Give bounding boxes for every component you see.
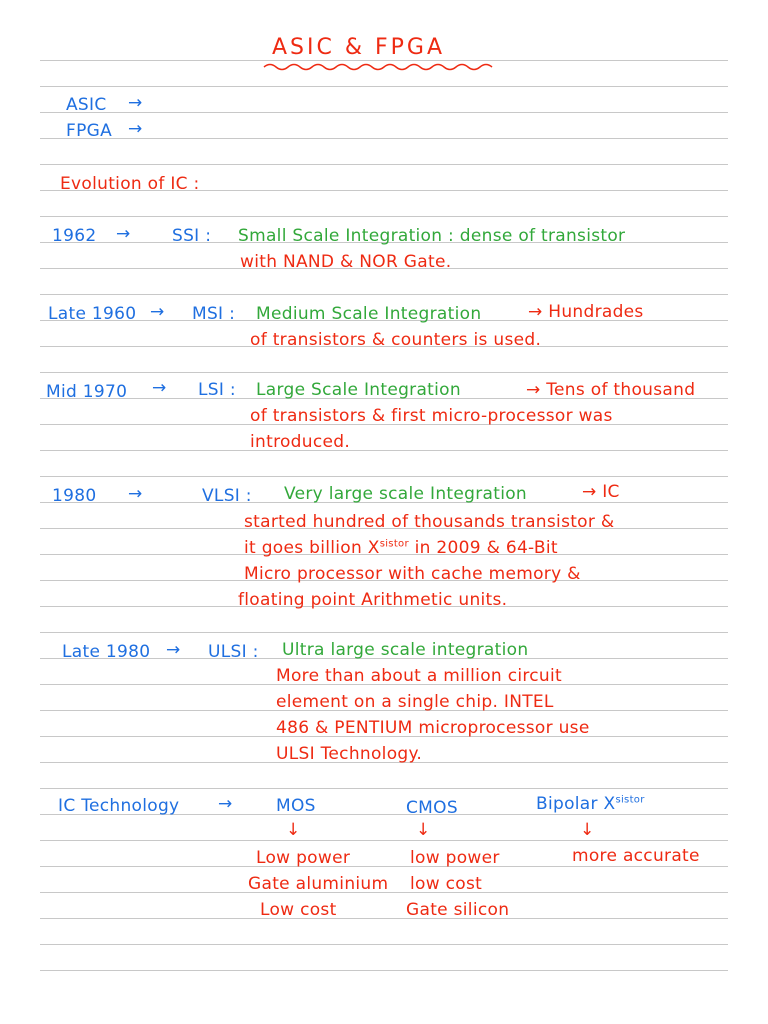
- arrow-icon: →: [128, 93, 143, 113]
- cmos-item: low cost: [410, 874, 483, 894]
- entry-year: Mid 1970: [46, 382, 128, 402]
- entry-line: started hundred of thousands transistor &: [244, 512, 615, 532]
- entry-name: Small Scale Integration : dense of transistor: [238, 226, 626, 246]
- entry-line: floating point Arithmetic units.: [238, 590, 508, 610]
- down-arrow-icon: ↓: [286, 820, 301, 840]
- fpga-label: FPGA: [66, 121, 113, 141]
- ruled-line: [40, 138, 728, 139]
- page-title: ASIC & FPGA: [272, 35, 446, 60]
- entry-year: Late 1980: [62, 642, 151, 662]
- entry-abbr: VLSI :: [202, 486, 252, 506]
- entry-year: Late 1960: [48, 304, 137, 324]
- entry-line: of transistors & first micro-processor was: [250, 406, 613, 426]
- entry-line: with NAND & NOR Gate.: [240, 252, 452, 272]
- evolution-heading: Evolution of IC :: [60, 174, 200, 194]
- down-arrow-icon: ↓: [580, 820, 595, 840]
- entry-line: 486 & PENTIUM microprocessor use: [276, 718, 590, 738]
- entry-name: Large Scale Integration: [256, 380, 461, 400]
- ruled-line: [40, 294, 728, 295]
- ruled-line: [40, 918, 728, 919]
- ruled-line: [40, 216, 728, 217]
- ruled-line: [40, 840, 728, 841]
- ic-technology-label: IC Technology: [58, 796, 180, 816]
- entry-line: element on a single chip. INTEL: [276, 692, 554, 712]
- cmos-heading: CMOS: [406, 798, 458, 818]
- mos-item: Gate aluminium: [248, 874, 389, 894]
- arrow-icon: →: [152, 378, 167, 398]
- entry-abbr: LSI :: [198, 380, 236, 400]
- arrow-icon: →: [166, 640, 181, 660]
- ruled-line: [40, 970, 728, 971]
- entry-abbr: SSI :: [172, 226, 212, 246]
- ruled-line: [40, 476, 728, 477]
- entry-year: 1980: [52, 486, 97, 506]
- ruled-line: [40, 866, 728, 867]
- mos-item: Low power: [256, 848, 351, 868]
- down-arrow-icon: ↓: [416, 820, 431, 840]
- ruled-line: [40, 164, 728, 165]
- entry-abbr: ULSI :: [208, 642, 259, 662]
- entry-line: it goes billion $X^{sistor}$ in 2009 & 64-Bit: [244, 538, 558, 558]
- ruled-line: [40, 632, 728, 633]
- ruled-line: [40, 112, 728, 113]
- entry-abbr: MSI :: [192, 304, 236, 324]
- arrow-icon: →: [116, 224, 131, 244]
- cmos-item: Gate silicon: [406, 900, 510, 920]
- ruled-line: [40, 944, 728, 945]
- ruled-line: [40, 60, 728, 61]
- ruled-line: [40, 372, 728, 373]
- arrow-icon: →: [150, 302, 165, 322]
- entry-line: introduced.: [250, 432, 351, 452]
- entry-year: 1962: [52, 226, 97, 246]
- arrow-icon: →: [218, 794, 233, 814]
- entry-line: Micro processor with cache memory &: [244, 564, 581, 584]
- entry-line: More than about a million circuit: [276, 666, 562, 686]
- arrow-icon: →: [128, 119, 143, 139]
- asic-label: ASIC: [66, 95, 107, 115]
- entry-name-tail: → Tens of thousand: [526, 380, 696, 400]
- entry-name-tail: → IC: [582, 482, 620, 502]
- ruled-line: [40, 788, 728, 789]
- entry-name: Medium Scale Integration: [256, 304, 482, 324]
- entry-name: Ultra large scale integration: [282, 640, 529, 660]
- ruled-line: [40, 450, 728, 451]
- bipolar-heading: Bipolar $X^{sistor}$: [536, 794, 645, 814]
- entry-name: Very large scale Integration: [284, 484, 527, 504]
- bipolar-item: more accurate: [572, 846, 700, 866]
- entry-line: ULSI Technology.: [276, 744, 423, 764]
- entry-line: of transistors & counters is used.: [250, 330, 542, 350]
- arrow-icon: →: [128, 484, 143, 504]
- mos-heading: MOS: [276, 796, 316, 816]
- entry-name-tail: → Hundrades: [528, 302, 644, 322]
- cmos-item: low power: [410, 848, 500, 868]
- ruled-line: [40, 86, 728, 87]
- mos-item: Low cost: [260, 900, 337, 920]
- title-underline: [262, 62, 502, 72]
